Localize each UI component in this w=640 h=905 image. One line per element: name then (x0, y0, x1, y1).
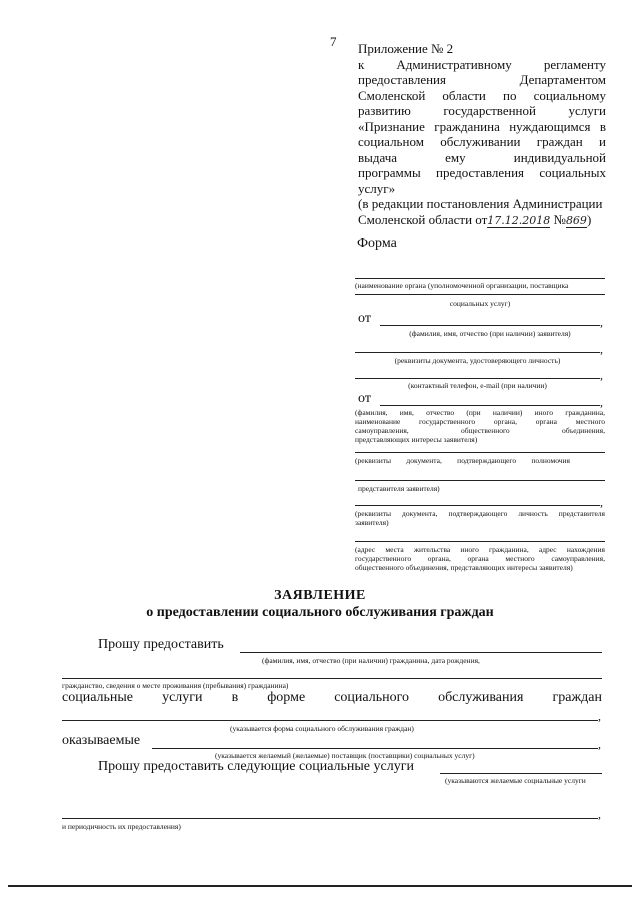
provided-prefix: оказываемые (62, 733, 141, 748)
fio-birth-caption: (фамилия, имя, отчество (при наличии) гражданина, дата рождения, (262, 656, 480, 665)
periodicity-caption: и периодичность их предоставления) (62, 822, 181, 831)
comma: , (598, 709, 601, 723)
comma: , (598, 807, 601, 821)
services-word: форме (267, 690, 306, 705)
appendix-line: развитию государственной услуги (358, 103, 606, 118)
rep-caption-line: представляющих интересы заявителя) (355, 435, 478, 444)
rep-id-line (355, 505, 600, 506)
org-line-2 (355, 294, 605, 295)
appendix-line: (в редакции постановления Администрации (358, 196, 603, 211)
closing-paren: ) (586, 211, 592, 227)
handwritten-date: 17.12.2018 (487, 213, 551, 227)
document-subtitle: о предоставлении социального обслуживания граждан (146, 605, 494, 620)
appendix-line: выдача ему индивидуальной (358, 149, 606, 165)
appendix-line-prefix: Смоленской области от (358, 211, 488, 227)
appendix-line: Приложение № 2 (358, 41, 454, 56)
services-word: услуги (162, 690, 203, 705)
citizenship-line (62, 678, 602, 679)
services-word: обслуживания (438, 690, 524, 705)
number-sign: № (553, 211, 566, 227)
services-request: Прошу предоставить следующие социальные услуги (98, 759, 414, 774)
form-caption: (указывается форма социального обслуживания граждан) (230, 724, 414, 733)
appendix-line: социальном обслуживании граждан и (358, 134, 606, 149)
services-word: граждан (552, 690, 602, 705)
rep-id-caption: (реквизиты документа, подтверждающего личность представителя (355, 509, 605, 518)
org-caption: (наименование органа (уполномоченной организации, поставщика (355, 281, 569, 290)
comma: , (600, 495, 603, 509)
service-form-line (62, 720, 598, 721)
rep-caption-line: самоуправления, общественного объединения, (355, 426, 605, 435)
appendix-line: «Признание гражданина нуждающимся в (358, 118, 606, 134)
address-line (355, 541, 605, 542)
citizenship-caption: гражданство, сведения о месте проживания (пребывания) гражданина) (62, 681, 289, 690)
representative-line (380, 405, 600, 406)
services-word: социального (334, 690, 410, 705)
citizen-name-line (240, 652, 602, 653)
appendix-line: к Административному регламенту (358, 56, 606, 72)
comma: , (598, 737, 601, 751)
fio-caption: (фамилия, имя, отчество (при наличии) заявителя) (409, 329, 571, 338)
page-number: 7 (330, 34, 337, 49)
page-bottom-rule (8, 885, 632, 887)
services-line-short (440, 773, 602, 774)
applicant-name-line (380, 325, 600, 326)
address-caption-line: общественного объединения, представляющих интересы заявителя) (355, 563, 573, 572)
powers-caption: (реквизиты документа, подтверждающего полномочия (355, 456, 570, 465)
rep-id-caption-2: заявителя) (355, 518, 389, 527)
org-line (355, 278, 605, 279)
request-prefix: Прошу предоставить (98, 637, 224, 652)
appendix-last-line (358, 212, 606, 229)
appendix-line: программы предоставления социальных (358, 165, 606, 180)
powers-doc-line-2 (355, 480, 605, 481)
services-line (62, 690, 602, 706)
appendix-line: предоставления Департаментом (358, 72, 606, 87)
powers-doc-line (355, 452, 605, 453)
rep-caption-line: (фамилия, имя, отчество (при наличии) иного гражданина, (355, 408, 605, 417)
appendix-line: услуг» (358, 180, 396, 196)
doc-caption: (реквизиты документа, удостоверяющего личность) (394, 356, 561, 365)
comma: , (600, 342, 603, 356)
comma: , (600, 368, 603, 382)
rep-caption-line: наименование государственного органа, органа местного (355, 417, 605, 426)
provider-line (152, 748, 598, 749)
form-label: Форма (357, 236, 397, 251)
powers-caption-2: представителя заявителя) (358, 484, 440, 493)
services-caption: (указываются желаемые социальные услуги (445, 776, 586, 785)
org-caption-2: социальных услуг) (449, 299, 511, 308)
address-caption-line: (адрес места жительства иного гражданина, адрес нахождения (355, 545, 605, 554)
services-word: социальные (62, 690, 134, 705)
appendix-line: Смоленской области по социальному (358, 87, 606, 103)
appendix-header (358, 41, 606, 228)
services-word: в (231, 690, 239, 705)
periodicity-line (62, 818, 598, 819)
from-label-2: от (358, 391, 371, 406)
comma: , (600, 395, 603, 409)
handwritten-number: 869 (565, 213, 587, 227)
provider-caption: (указывается желаемый (желаемые) поставщик (поставщики) социальных услуг) (215, 751, 475, 760)
phone-line (355, 378, 600, 379)
from-label: от (358, 311, 371, 326)
id-doc-line (355, 352, 600, 353)
document-title: ЗАЯВЛЕНИЕ (274, 588, 366, 603)
address-caption-line: государственного органа, органа местного самоуправления, (355, 554, 605, 563)
comma: , (600, 315, 603, 329)
phone-caption: (контактный телефон, e-mail (при наличии) (408, 381, 547, 390)
